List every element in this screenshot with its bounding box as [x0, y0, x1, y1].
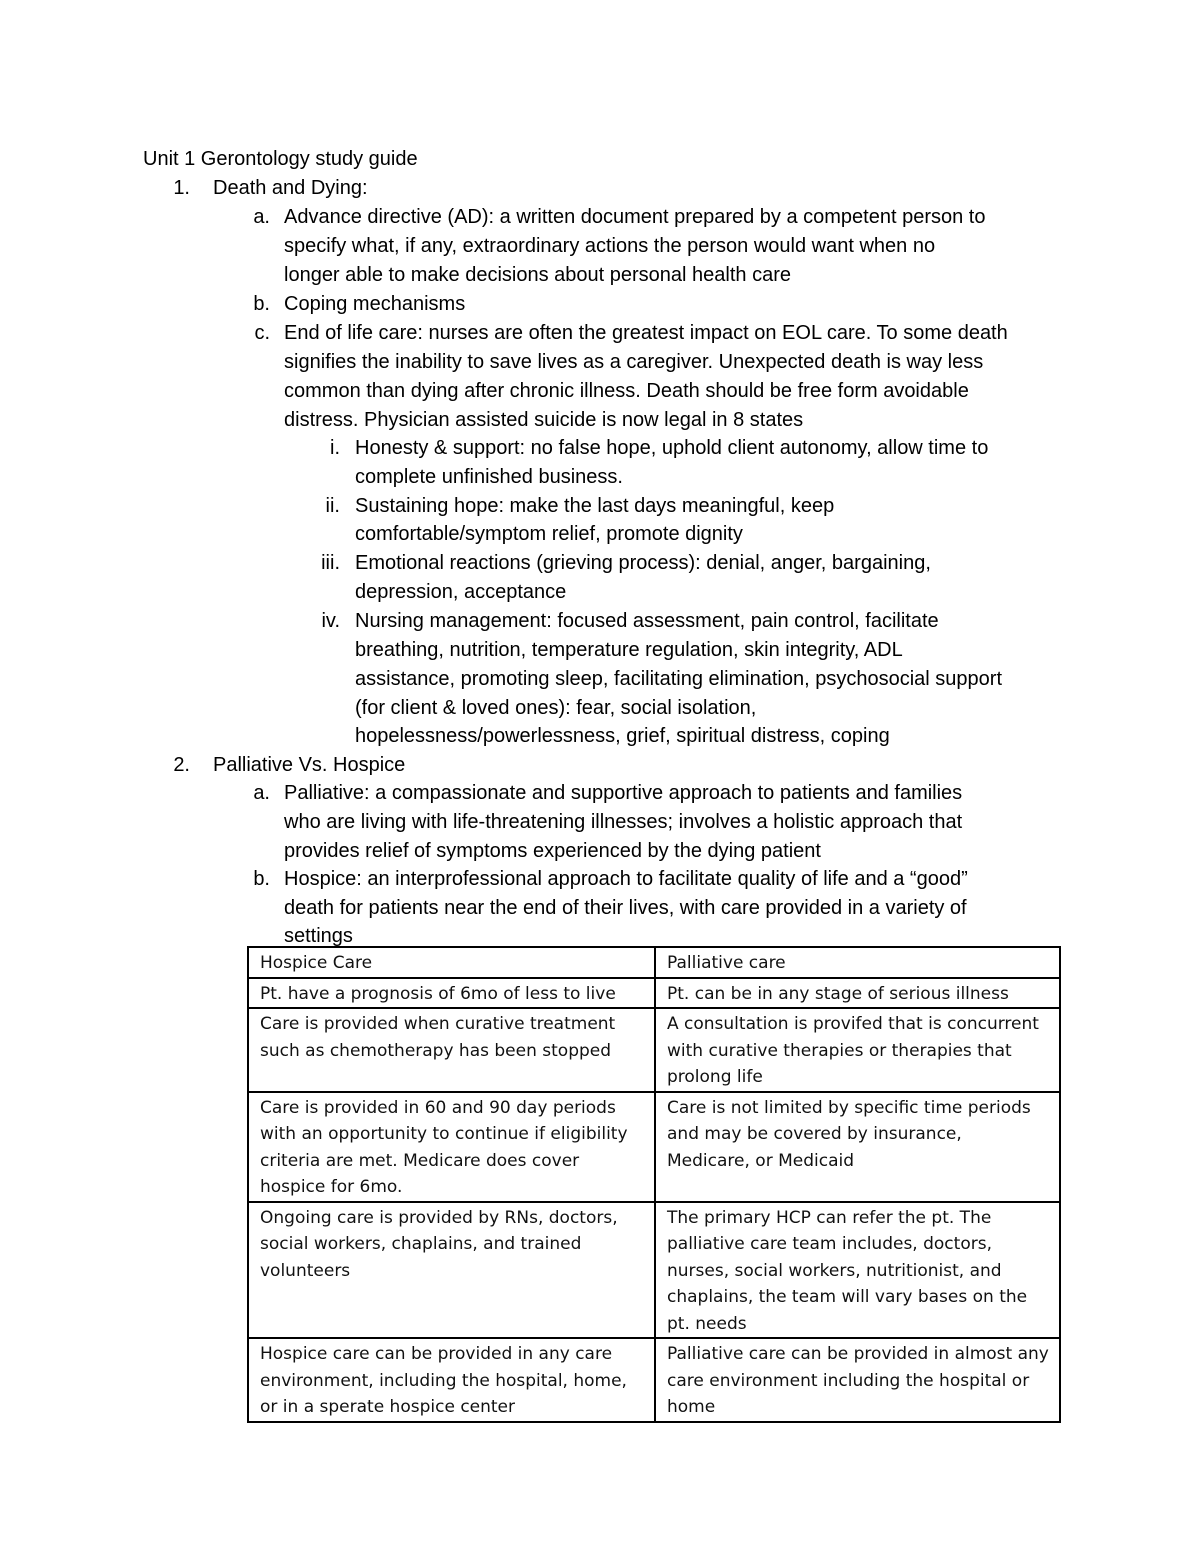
item-marker: c.	[254, 322, 270, 344]
item-marker: b.	[253, 293, 270, 315]
item-text-line: common than dying after chronic illness. Death should be free form avoidable	[284, 380, 969, 402]
table-cell: Care is provided in 60 and 90 day periods with an opportunity to continue if eligibility criteria are met. Medicare does cover hospice for 6mo.	[248, 1092, 655, 1202]
section-heading: Palliative Vs. Hospice	[213, 754, 406, 776]
item-text-line: specify what, if any, extraordinary actions the person would want when no	[284, 235, 936, 257]
subitem-marker: ii.	[325, 495, 340, 517]
table-cell: Hospice care can be provided in any care environment, including the hospital, home, or in a sperate hospice center	[248, 1338, 655, 1422]
item-text-line: settings	[284, 925, 353, 947]
item-text-line: End of life care: nurses are often the greatest impact on EOL care. To some death	[284, 322, 1008, 344]
document-title: Unit 1 Gerontology study guide	[143, 148, 418, 170]
table-cell: Pt. can be in any stage of serious illness	[655, 978, 1060, 1009]
subitem-text-line: breathing, nutrition, temperature regulation, skin integrity, ADL	[355, 639, 903, 661]
item-marker: a.	[253, 206, 270, 228]
hospice-palliative-table	[247, 946, 1061, 1423]
item-text-line: Hospice: an interprofessional approach to facilitate quality of life and a “good”	[284, 868, 968, 890]
item-text-line: longer able to make decisions about personal health care	[284, 264, 791, 286]
table-header-cell: Palliative care	[655, 947, 1060, 978]
item-text-line: Palliative: a compassionate and supportive approach to patients and families	[284, 782, 963, 804]
subitem-text-line: Nursing management: focused assessment, pain control, facilitate	[355, 610, 939, 632]
subitem-text-line: hopelessness/powerlessness, grief, spiritual distress, coping	[355, 725, 890, 747]
item-marker: b.	[253, 868, 270, 890]
table-cell: Ongoing care is provided by RNs, doctors, social workers, chaplains, and trained volunteers	[248, 1202, 655, 1339]
table-header-row	[248, 947, 1060, 978]
item-text-line: provides relief of symptoms experienced by the dying patient	[284, 840, 821, 862]
item-text-line: who are living with life-threatening illnesses; involves a holistic approach that	[284, 811, 963, 833]
table-cell: Pt. have a prognosis of 6mo of less to live	[248, 978, 655, 1009]
subitem-text-line: (for client & loved ones): fear, social isolation,	[355, 697, 757, 719]
subitem-text-line: assistance, promoting sleep, facilitating elimination, psychosocial support	[355, 668, 1003, 690]
table-cell: A consultation is provifed that is concurrent with curative therapies or therapies that prolong life	[655, 1008, 1060, 1092]
table-row	[248, 1202, 1060, 1339]
table-row	[248, 1092, 1060, 1202]
section-marker: 2.	[173, 754, 190, 776]
subitem-marker: iv.	[321, 610, 340, 632]
section-marker: 1.	[173, 177, 190, 199]
item-marker: a.	[253, 782, 270, 804]
table-header-cell: Hospice Care	[248, 947, 655, 978]
item-text-line: distress. Physician assisted suicide is now legal in 8 states	[284, 409, 804, 431]
item-text-line: Coping mechanisms	[284, 293, 466, 315]
item-text-line: death for patients near the end of their lives, with care provided in a variety of	[284, 897, 967, 919]
section-heading: Death and Dying:	[213, 177, 368, 199]
table-row	[248, 1338, 1060, 1422]
subitem-text-line: Emotional reactions (grieving process): denial, anger, bargaining,	[355, 552, 931, 574]
item-text-line: Advance directive (AD): a written document prepared by a competent person to	[284, 206, 986, 228]
subitem-text-line: Honesty & support: no false hope, uphold client autonomy, allow time to	[355, 437, 989, 459]
subitem-text-line: complete unfinished business.	[355, 466, 623, 488]
table-row	[248, 1008, 1060, 1092]
subitem-text-line: depression, acceptance	[355, 581, 567, 603]
subitem-text-line: Sustaining hope: make the last days meaningful, keep	[355, 495, 835, 517]
subitem-text-line: comfortable/symptom relief, promote dignity	[355, 523, 743, 545]
table-cell: Care is not limited by specific time periods and may be covered by insurance, Medicare, or Medicaid	[655, 1092, 1060, 1202]
subitem-marker: i.	[330, 437, 340, 459]
subitem-marker: iii.	[321, 552, 340, 574]
table-row	[248, 978, 1060, 1009]
table-cell: The primary HCP can refer the pt. The palliative care team includes, doctors, nurses, social workers, nutritionist, and chaplains, the team will vary bases on the pt. needs	[655, 1202, 1060, 1339]
table-cell: Care is provided when curative treatment such as chemotherapy has been stopped	[248, 1008, 655, 1092]
table-cell: Palliative care can be provided in almost any care environment including the hospital or home	[655, 1338, 1060, 1422]
item-text-line: signifies the inability to save lives as a caregiver. Unexpected death is way less	[284, 351, 984, 373]
